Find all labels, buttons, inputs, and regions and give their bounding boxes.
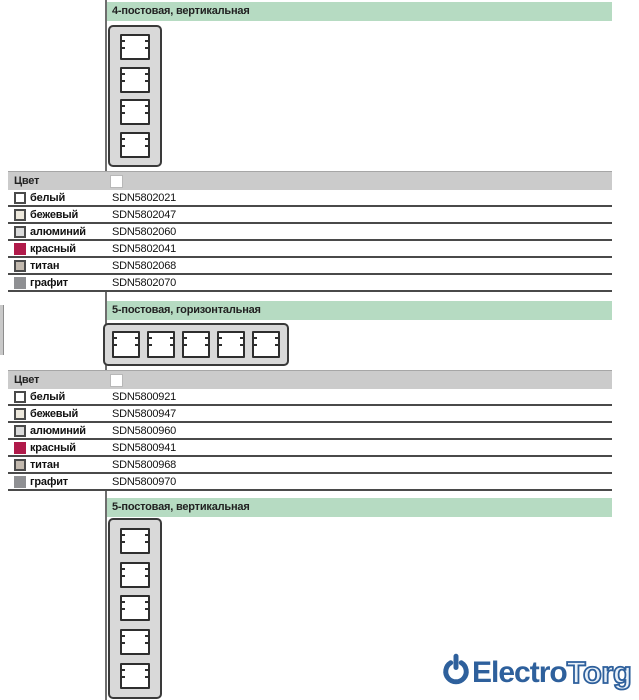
sku-code: SDN5802021: [112, 191, 177, 204]
frame-module: [182, 331, 210, 358]
frame-module: [120, 629, 150, 655]
color-swatch: [14, 459, 26, 471]
section-header-4-vertical: [107, 2, 612, 21]
sku-code: SDN5800968: [112, 458, 177, 471]
color-column-header: Цвет: [14, 374, 40, 386]
logo-text-prefix: Electro: [472, 655, 567, 689]
table-row: [8, 224, 612, 241]
frame-module: [120, 663, 150, 689]
power-icon: [441, 653, 471, 692]
logo-text-suffix: Torg: [566, 654, 632, 690]
section-title: 5-постовая, горизонтальная: [112, 304, 261, 316]
frame-module: [120, 528, 150, 554]
color-label: бежевый: [30, 407, 79, 420]
color-label: титан: [30, 458, 60, 471]
sku-code: SDN5800970: [112, 475, 177, 488]
color-label: красный: [30, 441, 76, 454]
table-row: [8, 389, 612, 406]
color-label: бежевый: [30, 208, 79, 221]
color-swatch: [14, 192, 26, 204]
frame-module: [120, 595, 150, 621]
color-swatch: [14, 442, 26, 454]
table-row: [8, 457, 612, 474]
table-header-row: [8, 171, 612, 190]
frame-module: [217, 331, 245, 358]
frame-drawing-5-gang-vertical: [108, 518, 162, 699]
sku-code: SDN5802070: [112, 276, 177, 289]
frame-module: [120, 132, 150, 158]
sku-code: SDN5800960: [112, 424, 177, 437]
color-table-1: [8, 171, 612, 292]
sku-code: SDN5800947: [112, 407, 177, 420]
color-swatch: [14, 391, 26, 403]
color-swatch: [14, 243, 26, 255]
frame-module: [120, 67, 150, 93]
table-row: [8, 423, 612, 440]
table-row: [8, 241, 612, 258]
sku-code: SDN5802060: [112, 225, 177, 238]
section-header-5-horizontal: [107, 301, 612, 320]
color-swatch: [14, 226, 26, 238]
table-row: [8, 275, 612, 292]
color-column-header: Цвет: [14, 175, 40, 187]
table-row: [8, 474, 612, 491]
color-swatch: [14, 209, 26, 221]
frame-module: [147, 331, 175, 358]
table-row: [8, 207, 612, 224]
frame-drawing-4-gang-vertical: [108, 25, 162, 167]
sku-code: SDN5802041: [112, 242, 177, 255]
section-title: 5-постовая, вертикальная: [112, 501, 250, 513]
table-row: [8, 190, 612, 207]
color-label: алюминий: [30, 225, 86, 238]
color-label: графит: [30, 276, 68, 289]
color-label: графит: [30, 475, 68, 488]
color-swatch: [14, 277, 26, 289]
sku-code: SDN5802068: [112, 259, 177, 272]
section-title: 4-постовая, вертикальная: [112, 5, 250, 17]
color-swatch: [14, 476, 26, 488]
color-label: белый: [30, 390, 66, 403]
color-swatch: [14, 260, 26, 272]
color-label: алюминий: [30, 424, 86, 437]
color-swatch: [14, 425, 26, 437]
frame-module: [120, 562, 150, 588]
color-label: белый: [30, 191, 66, 204]
table-row: [8, 258, 612, 275]
frame-drawing-5-gang-horizontal: [103, 323, 289, 366]
table-row: [8, 440, 612, 457]
frame-module: [252, 331, 280, 358]
electrotorg-logo: [441, 653, 631, 692]
table-header-row: [8, 370, 612, 389]
sku-code: SDN5802047: [112, 208, 177, 221]
frame-module: [120, 34, 150, 60]
sku-code: SDN5800941: [112, 441, 177, 454]
table-row: [8, 406, 612, 423]
frame-module: [112, 331, 140, 358]
color-label: красный: [30, 242, 76, 255]
frame-module: [120, 99, 150, 125]
sku-code: SDN5800921: [112, 390, 177, 403]
page-edge-tab: [0, 305, 4, 355]
color-table-2: [8, 370, 612, 491]
color-swatch: [14, 408, 26, 420]
frame-sample-swatch: [110, 374, 123, 387]
section-header-5-vertical: [107, 498, 612, 517]
color-label: титан: [30, 259, 60, 272]
frame-sample-swatch: [110, 175, 123, 188]
